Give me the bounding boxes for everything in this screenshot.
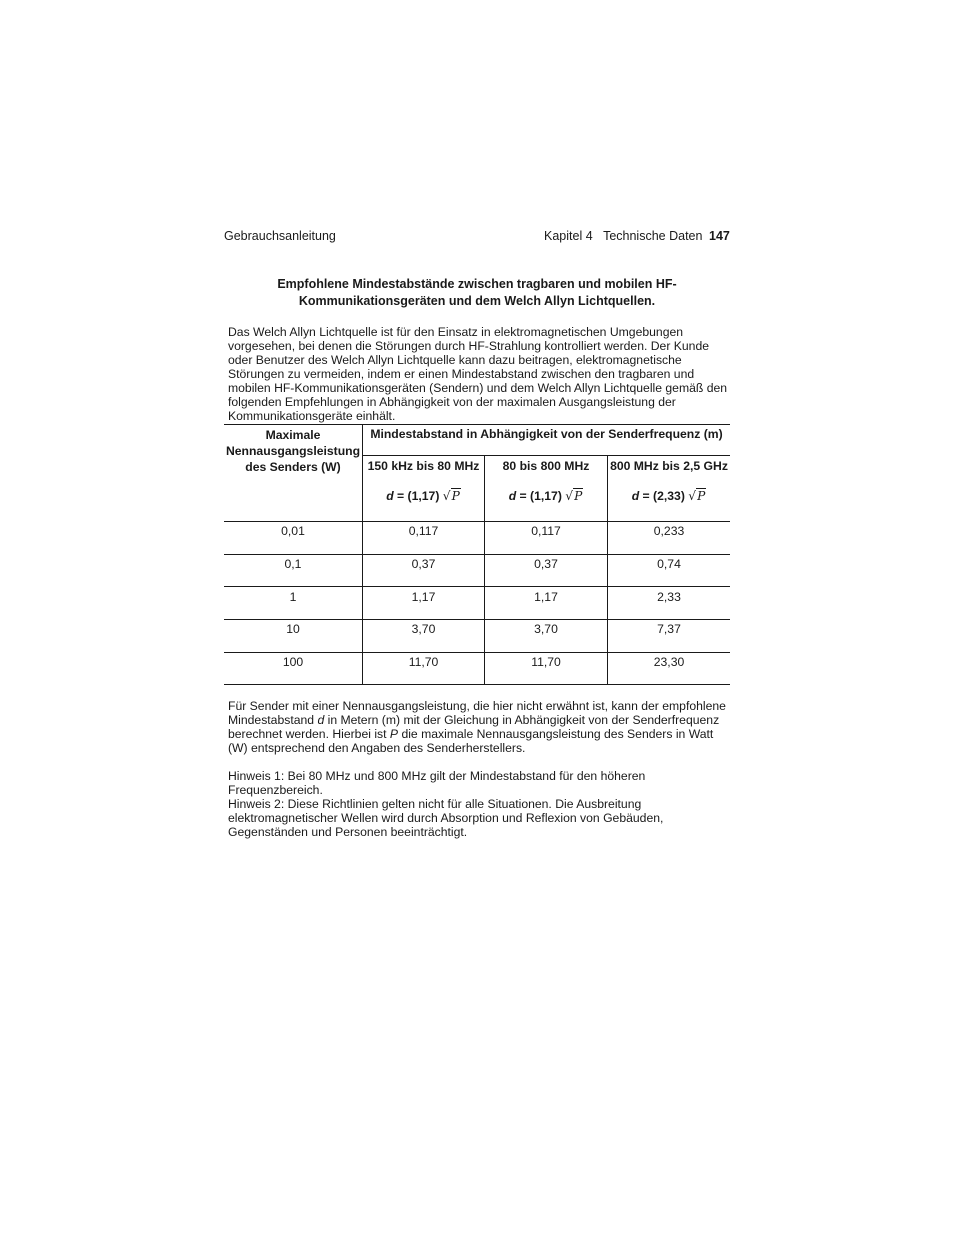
formula-variable-p: P [574, 489, 583, 503]
formula-coefficient: = (1,17) [393, 489, 443, 503]
formula-variable-d: d [386, 489, 394, 503]
running-header-left: Gebrauchsanleitung [224, 229, 336, 243]
formula-variable-d: d [508, 489, 517, 503]
table-cell: 1 [289, 590, 297, 604]
table-rule-header-bottom [224, 521, 730, 522]
table-cell: 0,37 [534, 557, 558, 571]
table-rule-row-4 [224, 652, 730, 653]
table-rule-bottom [224, 684, 730, 685]
formula-coefficient: = (2,33) [639, 489, 689, 503]
table-cell: 7,37 [657, 622, 681, 636]
header-power-column [224, 427, 362, 475]
formula-variable-d: d [631, 489, 640, 503]
sqrt-symbol-icon: √P [442, 489, 460, 503]
table-cell: 0,117 [531, 524, 561, 538]
hinweis-2: Hinweis 2: Diese Richtlinien gelten nicht für alle Situationen. Die Ausbreitung elektromagnetischer Wellen wird durch Absorption und Reflexion von Gebäuden, Gegenständen und Personen beeinträchtigt. [228, 797, 664, 839]
formula-coefficient: = (1,17) [516, 489, 566, 503]
subheader-range-2: 80 bis 800 MHz [502, 459, 590, 473]
subheader-formula-3 [608, 489, 730, 503]
table-cell: 3,70 [411, 622, 436, 636]
section-label: Technische Daten [603, 229, 703, 243]
note-variable-d: d [317, 713, 325, 727]
note-text-c: die maximale Nennausgangsleistung des Senders in Watt (W) entsprechend den Angaben des Senderherstellers. [228, 727, 714, 755]
table-cell: 0,01 [281, 524, 305, 538]
note-text-a: Für Sender mit einer Nennausgangsleistung, die hier nicht erwähnt ist, kann der empfohlene Mindestabstand [228, 699, 726, 727]
table-cell: 0,74 [657, 557, 681, 571]
subheader-range-1: 150 kHz bis 80 MHz [367, 459, 480, 473]
table-cell: 11,70 [408, 655, 439, 669]
header-power-line-1: Maximale [265, 428, 321, 442]
table-rule-row-3 [224, 619, 730, 620]
table-cell: 10 [286, 622, 300, 636]
header-distance-group: Mindestabstand in Abhängigkeit von der Senderfrequenz (m) [370, 427, 723, 441]
hinweis-1: Hinweis 1: Bei 80 MHz und 800 MHz gilt der Mindestabstand für den höheren Frequenzbereich. [228, 769, 646, 797]
header-power-line-3: des Senders (W) [245, 460, 341, 474]
table-cell: 0,117 [408, 524, 439, 538]
chapter-label: Kapitel 4 [544, 229, 593, 243]
intro-paragraph: Das Welch Allyn Lichtquelle ist für den Einsatz in elektromagnetischen Umgebungen vorgesehen, bei denen die Störungen durch HF-Strahlung kontrolliert werden. Der Kunde oder Benutzer des Welch Allyn Lichtquelle kann dazu beitragen, elektromagnetische Störungen zu vermeiden, indem er einen Mindestabstand zwischen den tragbaren und mobilen HF-Kommunikationsgeräten (Sendern) und dem Welch Allyn Lichtquelle gemäß den folgenden Empfehlungen in Abhängigkeit von der maximalen Ausgangsleistung der Kommunikationsgeräte einhält. [228, 325, 728, 423]
table-cell: 0,1 [284, 557, 302, 571]
note-paragraph [228, 699, 728, 755]
sqrt-symbol-icon: √P [565, 489, 583, 503]
page-number: 147 [709, 229, 730, 243]
subheader-formula-2 [485, 489, 607, 503]
note-variable-p: P [389, 727, 399, 741]
table-cell: 0,37 [411, 557, 436, 571]
table-cell: 1,17 [534, 590, 558, 604]
note-text-b: in Metern (m) mit der Gleichung in Abhängigkeit von der Senderfrequenz berechnet werden. Hierbei ist [228, 713, 720, 741]
table-rule-subheader [362, 455, 730, 456]
sqrt-symbol-icon: √P [688, 489, 706, 503]
formula-variable-p: P [451, 489, 460, 503]
table-rule-row-1 [224, 554, 730, 555]
subheader-formula-1 [363, 489, 484, 503]
header-power-line-2: Nennausgangsleistung [225, 444, 361, 458]
table-cell: 2,33 [657, 590, 681, 604]
table-title-line-2: Kommunikationsgeräten und dem Welch Allyn Lichtquellen. [298, 294, 656, 308]
table-rule-row-2 [224, 586, 730, 587]
table-cell: 1,17 [411, 590, 436, 604]
subheader-range-3: 800 MHz bis 2,5 GHz [610, 459, 728, 473]
table-rule-top [224, 424, 730, 425]
formula-variable-p: P [697, 489, 706, 503]
table-cell: 100 [282, 655, 304, 669]
table-title-line-1: Empfohlene Mindestabstände zwischen tragbaren und mobilen HF- [277, 277, 677, 291]
table-cell: 0,233 [653, 524, 685, 538]
table-cell: 3,70 [534, 622, 558, 636]
table-cell: 11,70 [531, 655, 561, 669]
table-cell: 23,30 [653, 655, 685, 669]
